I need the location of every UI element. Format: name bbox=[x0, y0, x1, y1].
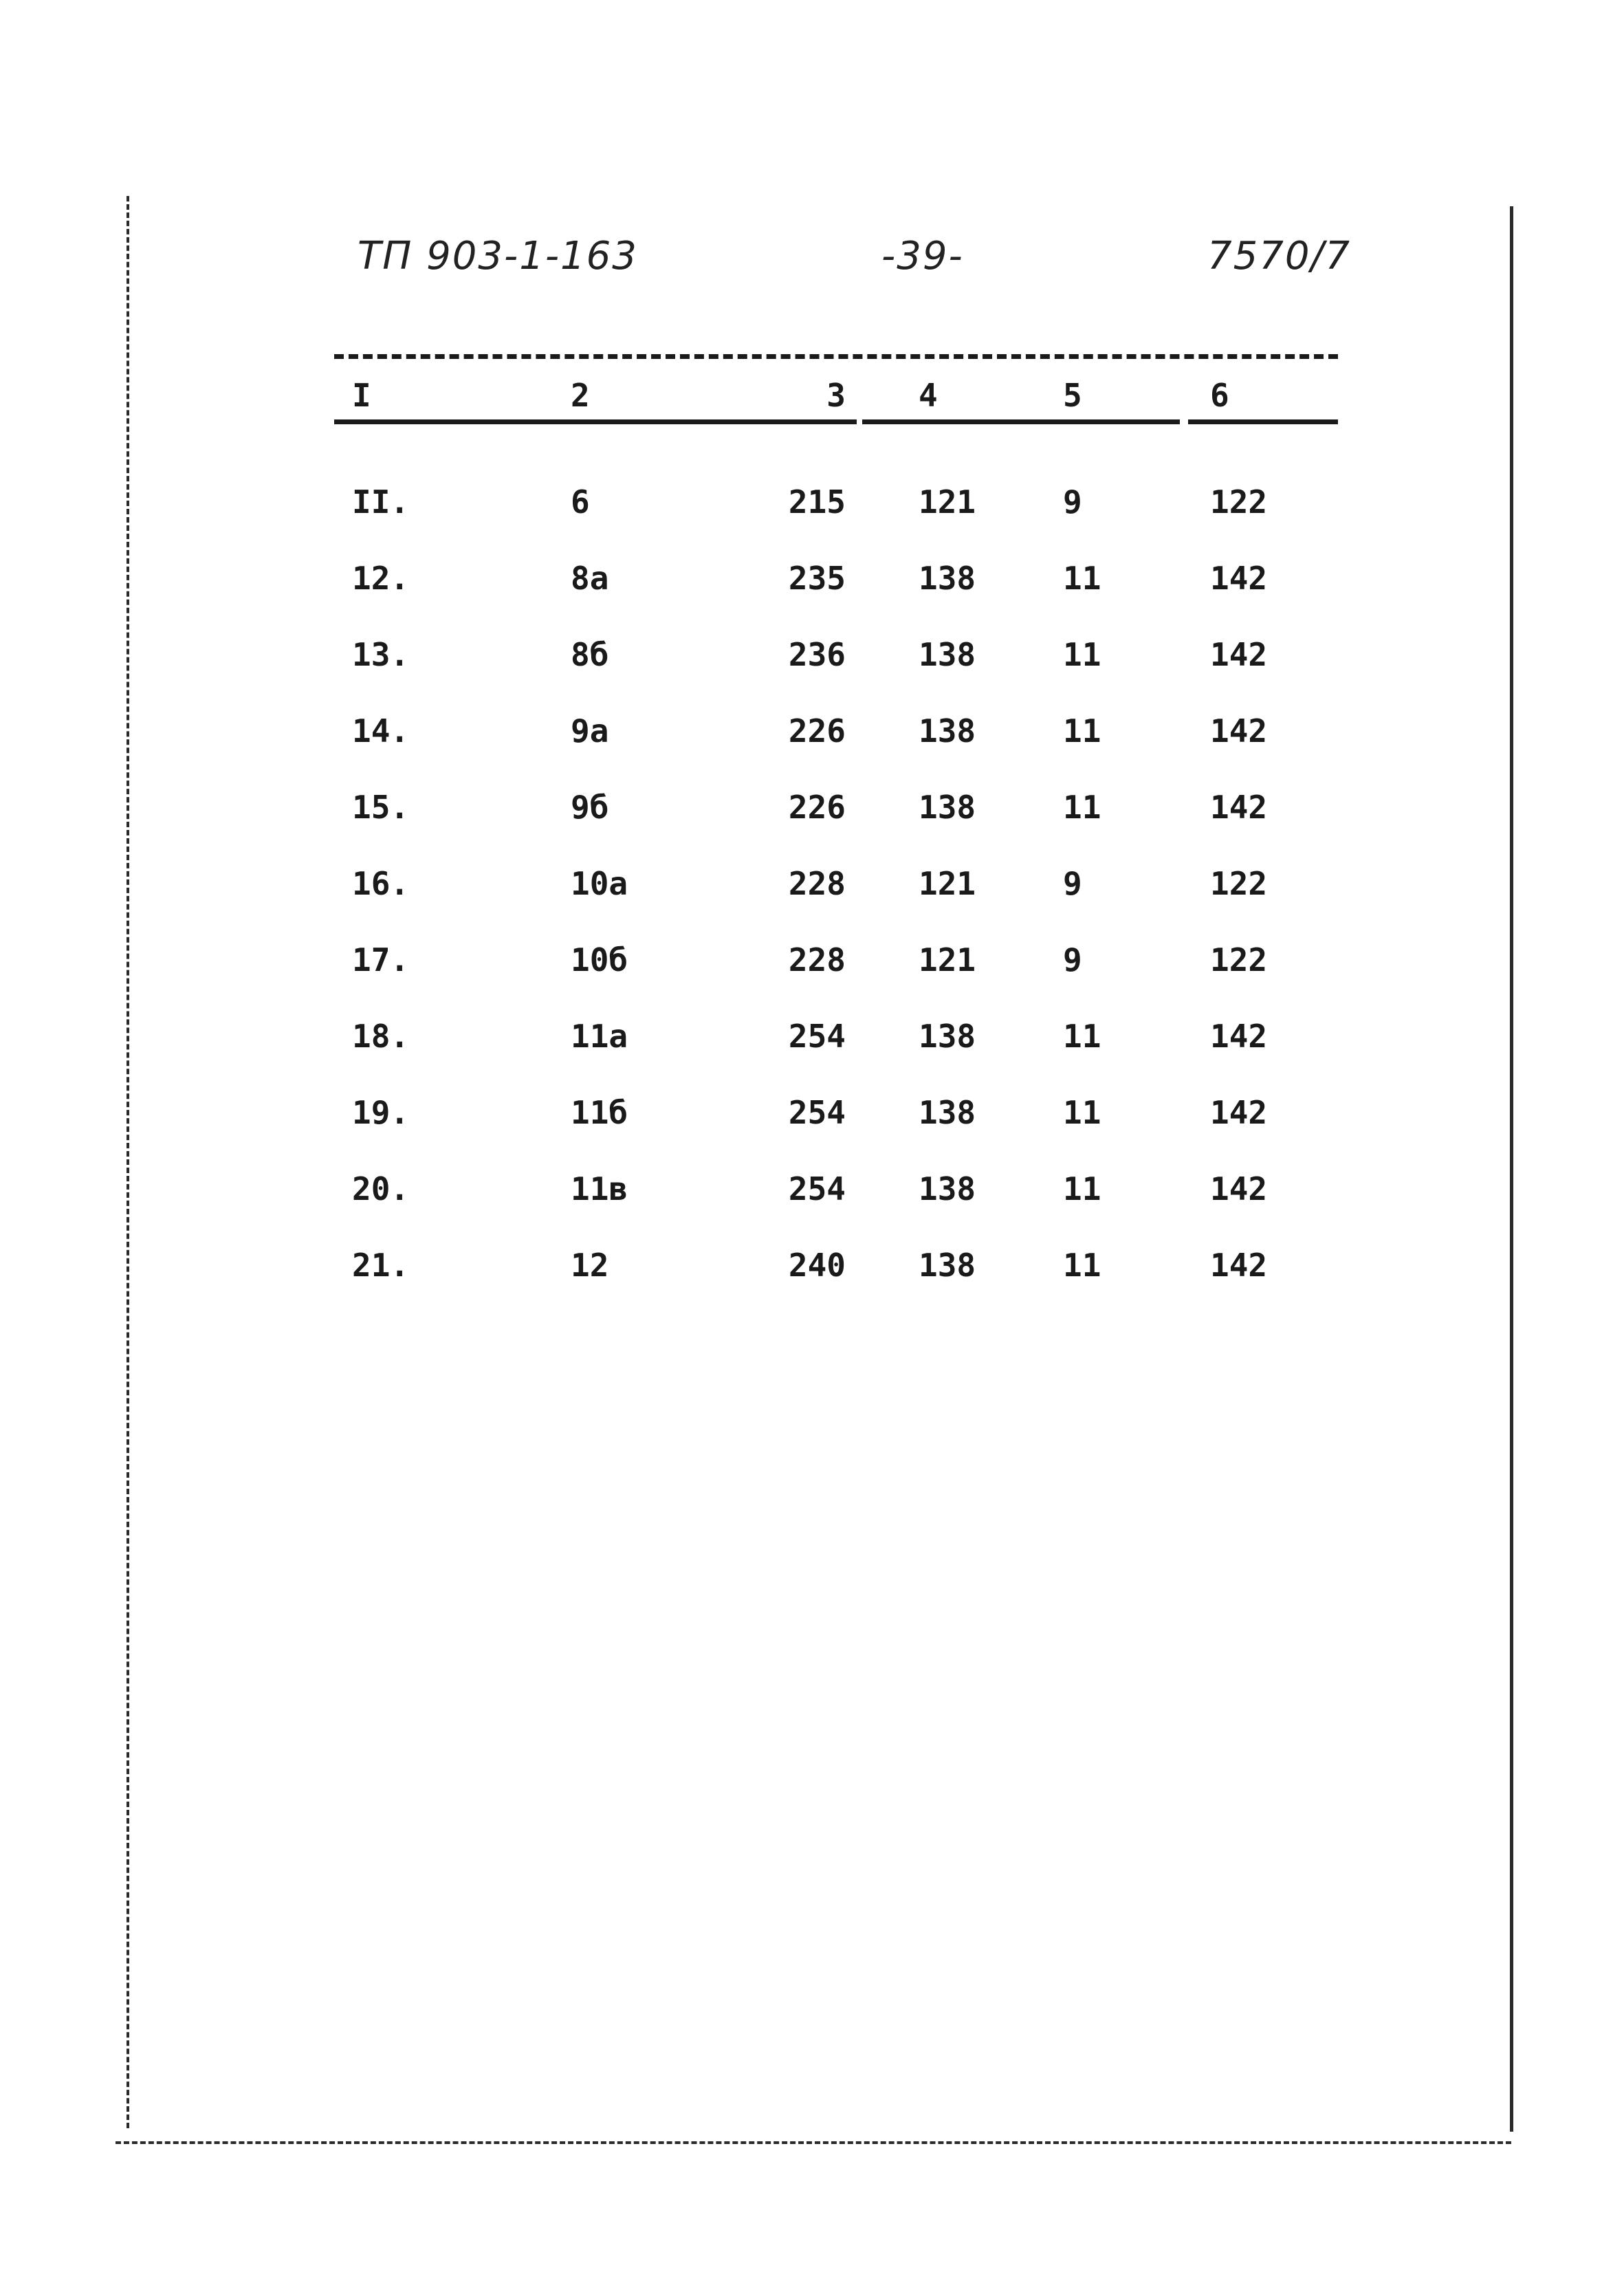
document-code: 7570/7 bbox=[1207, 234, 1352, 278]
table-cell: 11 bbox=[1063, 1170, 1101, 1207]
table-header-rule bbox=[334, 419, 857, 424]
column-header: 3 bbox=[826, 377, 846, 414]
table-cell: 11 bbox=[1063, 1094, 1101, 1131]
table-cell: 228 bbox=[788, 865, 846, 902]
table-cell: 11б bbox=[571, 1094, 628, 1131]
table-cell: 215 bbox=[788, 483, 846, 521]
frame-bottom-border bbox=[116, 2141, 1511, 2144]
table-cell: 8б bbox=[571, 636, 609, 673]
table-cell: 228 bbox=[788, 941, 846, 979]
table-cell: 121 bbox=[919, 865, 976, 902]
table-cell: 9 bbox=[1063, 865, 1082, 902]
page-number: -39- bbox=[881, 234, 964, 278]
table-cell: 12 bbox=[571, 1247, 609, 1284]
frame-left-border bbox=[127, 196, 129, 2128]
table-cell: 11 bbox=[1063, 712, 1101, 750]
table-cell: 21. bbox=[352, 1247, 410, 1284]
table-cell: 12. bbox=[352, 560, 410, 597]
table-top-rule bbox=[334, 354, 1338, 359]
column-header: 4 bbox=[919, 377, 938, 414]
column-header: I bbox=[352, 377, 371, 414]
table-cell: 15. bbox=[352, 789, 410, 826]
table-cell: 19. bbox=[352, 1094, 410, 1131]
column-header: 5 bbox=[1063, 377, 1082, 414]
table-cell: 142 bbox=[1210, 1018, 1268, 1055]
column-header: 6 bbox=[1210, 377, 1229, 414]
document-number: ТП 903-1-163 bbox=[358, 234, 638, 278]
table-cell: 226 bbox=[788, 789, 846, 826]
table-cell: 142 bbox=[1210, 789, 1268, 826]
table-cell: 13. bbox=[352, 636, 410, 673]
table-cell: 235 bbox=[788, 560, 846, 597]
table-cell: 138 bbox=[919, 1018, 976, 1055]
table-cell: 236 bbox=[788, 636, 846, 673]
table-cell: 226 bbox=[788, 712, 846, 750]
table-cell: 138 bbox=[919, 1170, 976, 1207]
table-cell: 122 bbox=[1210, 941, 1268, 979]
table-cell: II. bbox=[352, 483, 410, 521]
table-cell: 121 bbox=[919, 941, 976, 979]
table-cell: 8a bbox=[571, 560, 609, 597]
frame-right-border bbox=[1510, 206, 1513, 2132]
table-cell: 142 bbox=[1210, 1094, 1268, 1131]
table-cell: 254 bbox=[788, 1018, 846, 1055]
table-cell: 11 bbox=[1063, 1247, 1101, 1284]
table-cell: 10б bbox=[571, 941, 628, 979]
table-cell: 142 bbox=[1210, 1170, 1268, 1207]
table-cell: 138 bbox=[919, 712, 976, 750]
table-cell: 142 bbox=[1210, 560, 1268, 597]
table-cell: 11 bbox=[1063, 636, 1101, 673]
table-cell: 138 bbox=[919, 1094, 976, 1131]
table-cell: 9a bbox=[571, 712, 609, 750]
table-cell: 142 bbox=[1210, 636, 1268, 673]
table-cell: 254 bbox=[788, 1094, 846, 1131]
table-cell: 142 bbox=[1210, 712, 1268, 750]
table-cell: 11 bbox=[1063, 789, 1101, 826]
table-cell: 11в bbox=[571, 1170, 628, 1207]
table-cell: 16. bbox=[352, 865, 410, 902]
table-cell: 20. bbox=[352, 1170, 410, 1207]
column-header: 2 bbox=[571, 377, 590, 414]
table-header-rule bbox=[1188, 419, 1338, 424]
table-cell: 17. bbox=[352, 941, 410, 979]
table-header-rule bbox=[862, 419, 1180, 424]
table-cell: 122 bbox=[1210, 483, 1268, 521]
table-cell: 9 bbox=[1063, 483, 1082, 521]
table-cell: 121 bbox=[919, 483, 976, 521]
table-cell: 14. bbox=[352, 712, 410, 750]
table-cell: 18. bbox=[352, 1018, 410, 1055]
table-cell: 138 bbox=[919, 560, 976, 597]
table-cell: 11 bbox=[1063, 1018, 1101, 1055]
table-cell: 9 bbox=[1063, 941, 1082, 979]
table-cell: 138 bbox=[919, 1247, 976, 1284]
table-cell: 6 bbox=[571, 483, 590, 521]
table-cell: 142 bbox=[1210, 1247, 1268, 1284]
table-cell: 138 bbox=[919, 789, 976, 826]
table-cell: 240 bbox=[788, 1247, 846, 1284]
table-cell: 122 bbox=[1210, 865, 1268, 902]
table-cell: 9б bbox=[571, 789, 609, 826]
table-cell: 10a bbox=[571, 865, 628, 902]
table-cell: 254 bbox=[788, 1170, 846, 1207]
table-cell: 138 bbox=[919, 636, 976, 673]
table-cell: 11a bbox=[571, 1018, 628, 1055]
table-cell: 11 bbox=[1063, 560, 1101, 597]
